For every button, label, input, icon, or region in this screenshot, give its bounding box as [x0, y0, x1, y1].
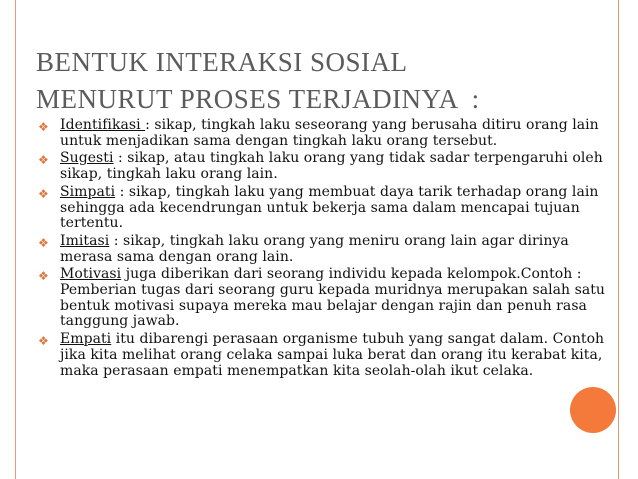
list-item	[36, 332, 606, 379]
title-line-2: MENURUT PROSES TERJADINYA :	[36, 84, 480, 114]
list-item	[36, 234, 606, 265]
definition-text: : sikap, tingkah laku orang yang meniru orang lain agar dirinya merasa sama dengan orang lain.	[60, 232, 569, 265]
term-imitasi: Imitasi	[60, 232, 110, 249]
slide-title	[36, 44, 596, 118]
term-sugesti: Sugesti	[60, 150, 114, 167]
definition-text: : sikap, tingkah laku yang membuat daya tarik terhadap orang lain sehingga ada kecendrungan untuk bekerja sama dalam mencapai tujuan tertentu.	[60, 183, 599, 232]
diamond-bullet-icon: ❖	[38, 120, 49, 134]
definition-text: : sikap, atau tingkah laku orang yang tidak sadar terpengaruhi oleh sikap, tingkah laku orang lain.	[60, 150, 603, 183]
diamond-bullet-icon: ❖	[38, 186, 49, 201]
title-line-1: BENTUK INTERAKSI SOSIAL	[36, 47, 408, 77]
bullet-list	[36, 118, 606, 381]
definition-text: : sikap, tingkah laku seseorang yang berusaha ditiru orang lain untuk menjadikan sama dengan tingkah laku orang tersebut.	[60, 117, 599, 149]
list-item	[36, 185, 606, 232]
diamond-bullet-icon: ❖	[38, 153, 49, 168]
term-identifikasi: Identifikasi	[60, 117, 146, 133]
list-item	[36, 118, 606, 149]
definition-text: juga diberikan dari seorang individu kepada kelompok.Contoh : Pemberian tugas dari seorang guru kepada muridnya merupakan salah satu bentuk motivasi supaya mereka mau belajar dengan rajin dan penuh rasa tanggung jawab.	[60, 266, 605, 330]
list-item	[36, 151, 606, 182]
term-motivasi: Motivasi	[60, 266, 122, 283]
definition-text: itu dibarengi perasaan organisme tubuh yang sangat dalam. Contoh jika kita melihat orang celaka sampai luka berat dan orang itu kerabat kita, maka perasaan empati menempatkan kita seolah-olah ikut celaka.	[60, 331, 605, 379]
diamond-bullet-icon: ❖	[38, 235, 49, 250]
term-empati: Empati	[60, 331, 112, 348]
term-simpati: Simpati	[60, 183, 116, 200]
diamond-bullet-icon: ❖	[38, 269, 49, 284]
orange-circle-decoration	[570, 387, 616, 433]
diamond-bullet-icon: ❖	[38, 334, 49, 349]
list-item	[36, 267, 606, 330]
